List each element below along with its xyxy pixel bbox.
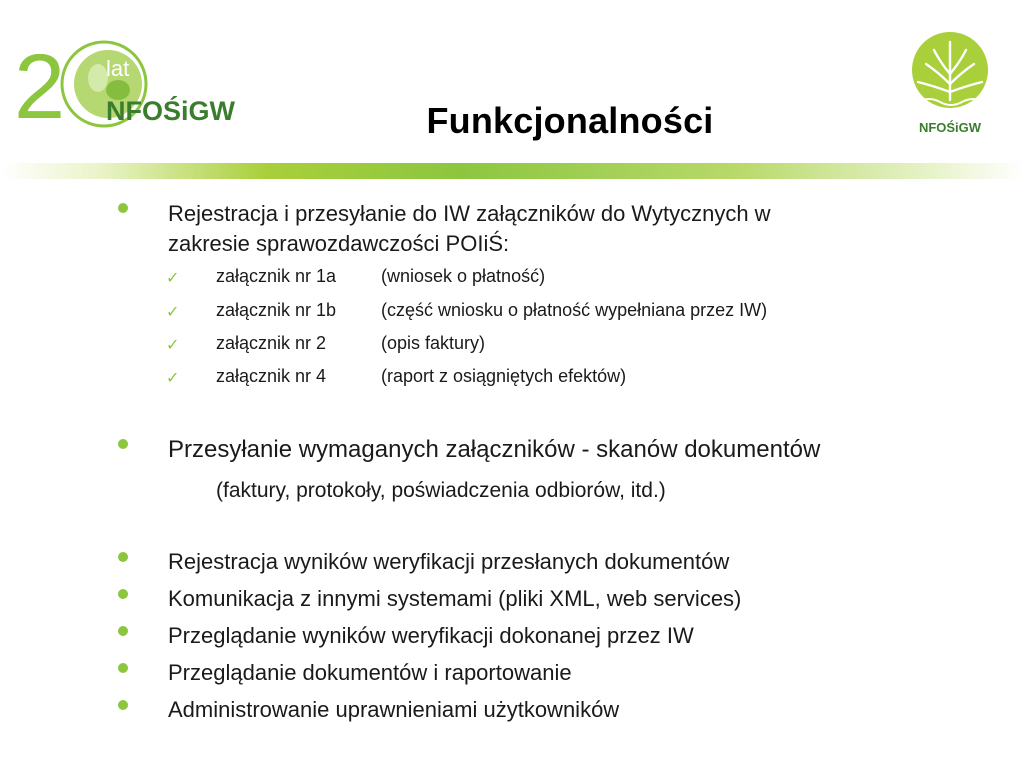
subitem-name: załącznik nr 2: [216, 333, 327, 353]
subitem-desc: (część wniosku o płatność wypełniana przez IW): [381, 300, 768, 320]
logo-brand: NFOŚiGW: [106, 96, 235, 126]
slide-title: Funkcjonalności: [426, 100, 714, 141]
bullet-text: Rejestracja wyników weryfikacji przesłanych dokumentów: [168, 549, 730, 574]
bullet-text: Przeglądanie wyników weryfikacji dokonanej przez IW: [168, 623, 694, 648]
subitem-desc: (opis faktury): [381, 333, 486, 353]
bullet-note: (faktury, protokoły, poświadczenia odbiorów, itd.): [216, 479, 666, 502]
bullet-dot: [118, 203, 128, 213]
checkmark-icon: ✓: [166, 304, 180, 321]
bullet-dot: [118, 700, 128, 710]
logo-tree-brand: NFOŚiGW: [918, 120, 982, 135]
bullet-dot: [118, 626, 128, 636]
bullet-dot: [118, 439, 128, 449]
logo-lat: lat: [106, 56, 130, 81]
subitem-desc: (wniosek o płatność): [381, 266, 546, 286]
bullet-text: Przesyłanie wymaganych załączników - skanów dokumentów: [168, 436, 821, 463]
bullet-text: Komunikacja z innymi systemami (pliki XML, web services): [168, 586, 742, 611]
checkmark-icon: ✓: [166, 370, 180, 387]
bullet-dot: [118, 589, 128, 599]
subitem-name: załącznik nr 1a: [216, 266, 337, 286]
subitem-name: załącznik nr 1b: [216, 300, 337, 320]
checkmark-icon: ✓: [166, 337, 180, 354]
bullet-dot: [118, 663, 128, 673]
logo-number-2: 2: [14, 36, 66, 134]
checkmark-icon: ✓: [166, 270, 180, 287]
subitem-desc: (raport z osiągniętych efektów): [381, 366, 627, 386]
bullet-text: Przeglądanie dokumentów i raportowanie: [168, 660, 572, 685]
bullet-text: Administrowanie uprawnieniami użytkowników: [168, 697, 620, 722]
subitem-name: załącznik nr 4: [216, 366, 327, 386]
bullet-text: Rejestracja i przesyłanie do IW załączników do Wytycznych w: [168, 201, 771, 226]
bullet-text-continued: zakresie sprawozdawczości POIiŚ:: [168, 231, 510, 256]
bullet-dot: [118, 552, 128, 562]
